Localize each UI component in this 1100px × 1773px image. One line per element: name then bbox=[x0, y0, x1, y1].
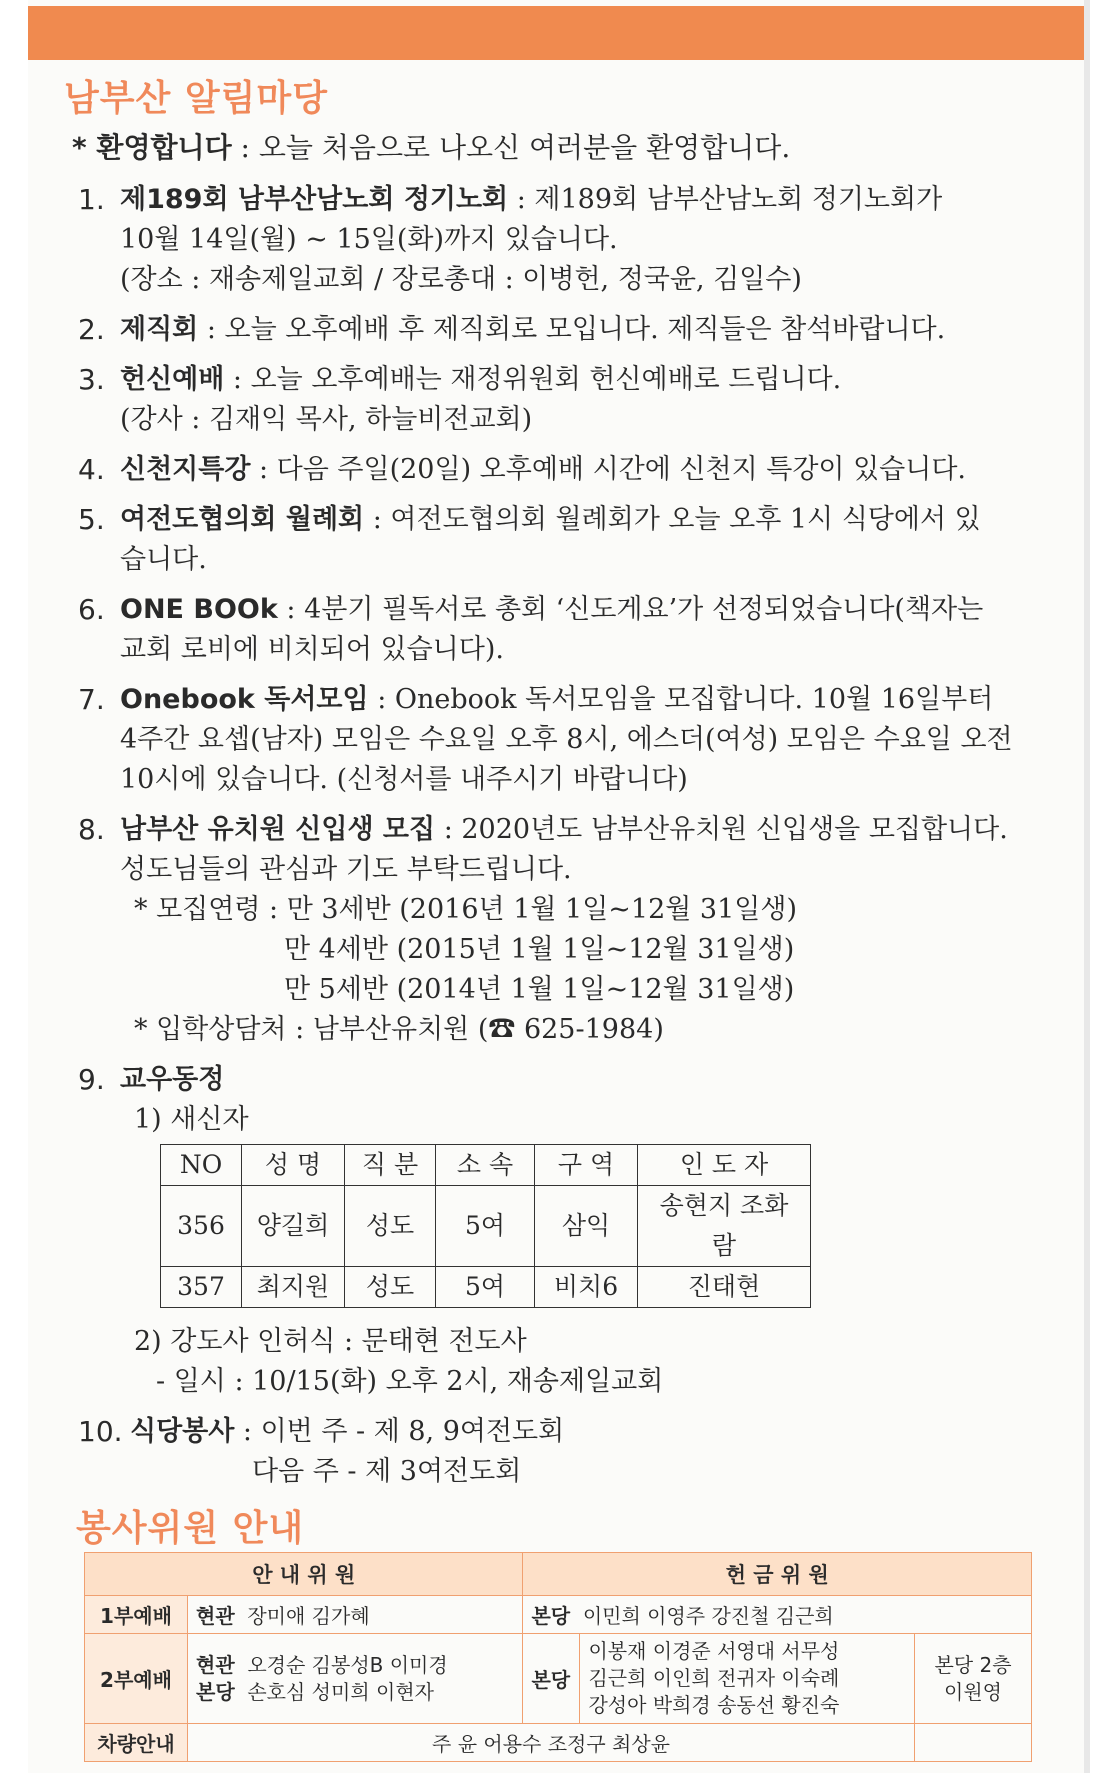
car-guide: 차량안내 bbox=[85, 1724, 188, 1762]
item-title: 교우동정 bbox=[120, 1064, 225, 1095]
item-title: Onebook 독서모임 bbox=[120, 684, 369, 715]
table-header-row bbox=[161, 1145, 811, 1186]
notice-item-5 bbox=[78, 500, 1058, 580]
cell: 최지원 bbox=[242, 1267, 345, 1308]
names: 강성아 박희경 송동선 황진숙 bbox=[588, 1693, 840, 1717]
item-number: 9. bbox=[78, 1063, 105, 1096]
place-label: 현관 bbox=[196, 1604, 235, 1628]
names: 장미애 김가혜 bbox=[247, 1604, 370, 1628]
service-2-offering bbox=[580, 1634, 915, 1724]
item-text: 4주간 요셉(남자) 모임은 수요일 오후 8시, 에스더(여성) 모임은 수요일 오전 bbox=[120, 724, 1013, 755]
item-text: : 제189회 남부산남노회 정기노회가 bbox=[508, 184, 943, 215]
place-label: 본당 bbox=[531, 1604, 571, 1628]
new-members-table bbox=[160, 1144, 811, 1308]
col-header: 직 분 bbox=[345, 1145, 436, 1186]
item-text: : 오늘 오후예배 후 제직회로 모입니다. 제직들은 참석바랍니다. bbox=[198, 314, 946, 345]
section-title-volunteers: 봉사위원 안내 bbox=[76, 1508, 305, 1549]
col-header: 인 도 자 bbox=[638, 1145, 811, 1186]
welcome-label: * 환영합니다 bbox=[72, 131, 232, 164]
age-row: 만 3세반 (2016년 1월 1일~12월 31일생) bbox=[286, 894, 797, 925]
item-text: : 다음 주일(20일) 오후예배 시간에 신천지 특강이 있습니다. bbox=[250, 454, 966, 485]
licensing-ceremony: 2) 강도사 인허식 : 문태현 전도사 bbox=[134, 1326, 527, 1357]
ages-label: * 모집연령 : bbox=[134, 894, 287, 925]
item-text: : 4분기 필독서로 총회 ‘신도게요’가 선정되었습니다(책자는 bbox=[277, 594, 984, 625]
notice-item-2 bbox=[78, 310, 1058, 350]
notice-item-6 bbox=[78, 590, 1058, 670]
cell: 송현지 조화람 bbox=[638, 1186, 811, 1267]
guide-header: 안 내 위 원 bbox=[85, 1553, 523, 1596]
welcome-line bbox=[72, 126, 790, 166]
item-number: 10. bbox=[78, 1415, 123, 1448]
item-title: 헌신예배 bbox=[120, 364, 225, 395]
empty-cell bbox=[915, 1724, 1032, 1762]
cell: 357 bbox=[161, 1267, 242, 1308]
cell: 삼익 bbox=[535, 1186, 638, 1267]
place-label: 본당 bbox=[523, 1634, 580, 1724]
col-header: 구 역 bbox=[535, 1145, 638, 1186]
names: 이민희 이영주 강진철 김근희 bbox=[582, 1604, 834, 1628]
col-header: 소 속 bbox=[436, 1145, 535, 1186]
item-title: ONE BOOk bbox=[120, 594, 278, 625]
header-bar bbox=[28, 6, 1090, 60]
item-text: 성도님들의 관심과 기도 부탁드립니다. bbox=[120, 854, 572, 885]
service-2-guides bbox=[188, 1634, 523, 1724]
notice-item-1 bbox=[78, 180, 1058, 300]
cell: 5여 bbox=[436, 1267, 535, 1308]
age-row: 만 5세반 (2014년 1월 1일~12월 31일생) bbox=[284, 974, 795, 1005]
new-members-heading: 1) 새신자 bbox=[134, 1104, 249, 1135]
item-number: 7. bbox=[78, 683, 105, 716]
welcome-text: : 오늘 처음으로 나오신 여러분을 환영합니다. bbox=[231, 131, 791, 164]
notice-item-8 bbox=[78, 810, 1058, 1050]
kindergarten-contact: * 입학상담처 : 남부산유치원 (☎ 625-1984) bbox=[134, 1014, 664, 1045]
service-1: 1부예배 bbox=[85, 1596, 188, 1634]
offering-header: 헌 금 위 원 bbox=[523, 1553, 1032, 1596]
item-number: 8. bbox=[78, 813, 105, 846]
notice-item-10 bbox=[78, 1412, 1058, 1492]
item-text: (강사 : 김재익 목사, 하늘비전교회) bbox=[120, 404, 533, 435]
item-number: 1. bbox=[78, 183, 105, 216]
bulletin-page bbox=[28, 0, 1090, 1773]
item-number: 2. bbox=[78, 313, 105, 346]
item-title: 신천지특강 bbox=[120, 454, 251, 485]
notice-item-7 bbox=[78, 680, 1058, 800]
item-title: 여전도협의회 월례회 bbox=[120, 504, 365, 535]
cell: 양길희 bbox=[242, 1186, 345, 1267]
place-label: 현관 bbox=[196, 1652, 235, 1677]
page-edge bbox=[1084, 0, 1090, 1773]
notice-item-9 bbox=[78, 1060, 1058, 1402]
names: 오경순 김봉성B 이미경 bbox=[247, 1652, 448, 1677]
kindergarten-ages bbox=[120, 890, 1058, 1050]
names: 손호심 성미희 이현자 bbox=[247, 1679, 434, 1704]
item-text: 습니다. bbox=[120, 544, 207, 575]
item-number: 6. bbox=[78, 593, 105, 626]
age-row: 만 4세반 (2015년 1월 1일~12월 31일생) bbox=[284, 934, 795, 965]
item-number: 4. bbox=[78, 453, 105, 486]
section-title-notices: 남부산 알림마당 bbox=[64, 78, 328, 119]
place-label: 본당 2층 bbox=[934, 1652, 1012, 1677]
service-2: 2부예배 bbox=[85, 1634, 188, 1724]
item-text: : 오늘 오후예배는 재정위원회 헌신예배로 드립니다. bbox=[224, 364, 842, 395]
service-2-extra bbox=[915, 1634, 1032, 1724]
licensing-detail: - 일시 : 10/15(화) 오후 2시, 재송제일교회 bbox=[156, 1366, 664, 1397]
cell: 성도 bbox=[345, 1267, 436, 1308]
item-number: 3. bbox=[78, 363, 105, 396]
col-header: 성 명 bbox=[242, 1145, 345, 1186]
item-text: : 2020년도 남부산유치원 신입생을 모집합니다. bbox=[435, 814, 1008, 845]
item-text: (장소 : 재송제일교회 / 장로총대 : 이병헌, 정국윤, 김일수) bbox=[120, 264, 802, 295]
item-text: 다음 주 - 제 3여전도회 bbox=[252, 1456, 522, 1487]
place-label: 본당 bbox=[196, 1679, 235, 1704]
names: 김근희 이인희 전귀자 이숙례 bbox=[588, 1666, 840, 1690]
item-text: : 여전도협의회 월례회가 오늘 오후 1시 식당에서 있 bbox=[364, 504, 981, 535]
notice-list bbox=[78, 180, 1058, 1502]
item-title: 남부산 유치원 신입생 모집 bbox=[120, 814, 436, 845]
item-text: 교회 로비에 비치되어 있습니다). bbox=[120, 634, 504, 665]
table-row bbox=[161, 1186, 811, 1267]
item-title: 제189회 남부산남노회 정기노회 bbox=[120, 184, 509, 215]
item-text: : Onebook 독서모임을 모집합니다. 10월 16일부터 bbox=[368, 684, 994, 715]
item-title: 식당봉사 bbox=[130, 1416, 235, 1447]
cell: 비치6 bbox=[535, 1267, 638, 1308]
notice-item-3 bbox=[78, 360, 1058, 440]
volunteer-table bbox=[84, 1552, 1032, 1762]
item-text: 10월 14일(월) ~ 15일(화)까지 있습니다. bbox=[120, 224, 618, 255]
item-title: 제직회 bbox=[120, 314, 199, 345]
col-header: NO bbox=[161, 1145, 242, 1186]
cell: 성도 bbox=[345, 1186, 436, 1267]
cell: 5여 bbox=[436, 1186, 535, 1267]
table-row bbox=[161, 1267, 811, 1308]
item-text: : 이번 주 - 제 8, 9여전도회 bbox=[234, 1416, 565, 1447]
cell: 진태현 bbox=[638, 1267, 811, 1308]
item-number: 5. bbox=[78, 503, 105, 536]
names: 이봉재 이경준 서영대 서무성 bbox=[588, 1639, 840, 1663]
service-1-offering bbox=[523, 1596, 1032, 1634]
names: 이원영 bbox=[944, 1679, 1002, 1704]
notice-item-4 bbox=[78, 450, 1058, 490]
car-names: 주 윤 어용수 조정구 최상윤 bbox=[188, 1724, 915, 1762]
item-text: 10시에 있습니다. (신청서를 내주시기 바랍니다) bbox=[120, 764, 688, 795]
cell: 356 bbox=[161, 1186, 242, 1267]
service-1-guides bbox=[188, 1596, 523, 1634]
